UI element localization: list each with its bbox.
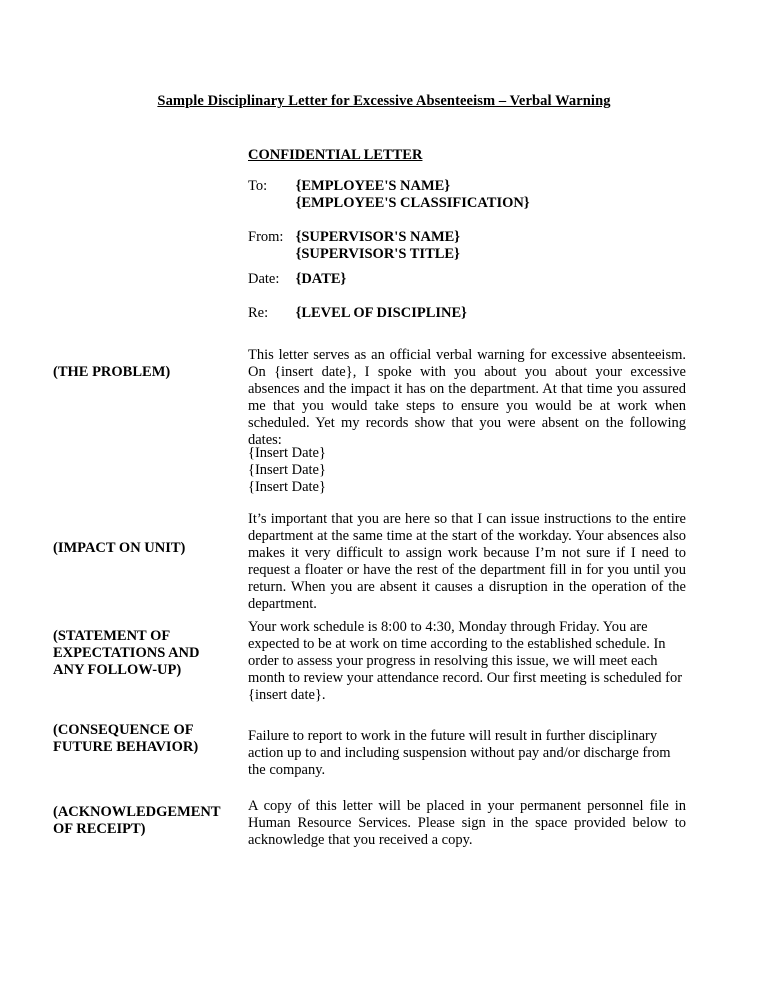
- absence-dates-list: [248, 445, 326, 496]
- absence-date: {Insert Date}: [248, 445, 326, 461]
- acknowledgement-label: (ACKNOWLEDGEMENT OF RECEIPT): [53, 804, 221, 837]
- expectations-paragraph: Your work schedule is 8:00 to 4:30, Monday through Friday. You are expected to be at work on time according to the established schedule. In order to assess your progress in resolving this issue, we will meet each month to review your attendance record. Our first meeting is scheduled for {insert date}.: [248, 619, 683, 703]
- supervisor-title: {SUPERVISOR'S TITLE}: [295, 246, 460, 262]
- to-label: To:: [248, 178, 268, 194]
- impact-paragraph: It’s important that you are here so that I can issue instructions to the entire department at the same time at the start of the workday. Your absences also makes it very difficult to assign work because I’m not sure if I need to request a floater or have the rest of the department fill in for you until you return. When you are absent it causes a disruption in the operation of the department.: [248, 511, 686, 612]
- date-label: Date:: [248, 271, 280, 287]
- employee-classification: {EMPLOYEE'S CLASSIFICATION}: [295, 195, 530, 211]
- from-label: From:: [248, 229, 284, 245]
- re-field: [248, 305, 467, 322]
- to-field: [248, 178, 530, 212]
- employee-name: {EMPLOYEE'S NAME}: [295, 178, 451, 194]
- supervisor-name: {SUPERVISOR'S NAME}: [295, 229, 461, 245]
- consequence-label: (CONSEQUENCE OF FUTURE BEHAVIOR): [53, 722, 199, 755]
- absence-date: {Insert Date}: [248, 479, 326, 495]
- date-field: [248, 271, 346, 288]
- acknowledgement-paragraph: A copy of this letter will be placed in your permanent personnel file in Human Resource Services. Please sign in the space provided below to acknowledge that you received a copy.: [248, 798, 686, 848]
- problem-label: (THE PROBLEM): [53, 364, 171, 380]
- from-field: [248, 229, 460, 263]
- document-title: Sample Disciplinary Letter for Excessive Absenteeism – Verbal Warning: [157, 93, 611, 109]
- expectations-label: (STATEMENT OF EXPECTATIONS AND ANY FOLLOW-UP): [53, 628, 200, 678]
- absence-date: {Insert Date}: [248, 462, 326, 478]
- problem-paragraph: This letter serves as an official verbal warning for excessive absenteeism. On {insert date}, I spoke with you about you about your excessive absences and the impact it has on the department. At that time you assured me that you would take steps to ensure you would be at work when scheduled. Yet my records show that you were absent on the following dates:: [248, 347, 686, 448]
- impact-label: (IMPACT ON UNIT): [53, 540, 186, 556]
- date-value: {DATE}: [295, 271, 347, 287]
- re-label: Re:: [248, 305, 269, 321]
- confidential-heading: CONFIDENTIAL LETTER: [248, 147, 423, 163]
- consequence-paragraph: Failure to report to work in the future will result in further disciplinary action up to and including suspension without pay and/or discharge from the company.: [248, 728, 671, 778]
- discipline-level: {LEVEL OF DISCIPLINE}: [295, 305, 467, 321]
